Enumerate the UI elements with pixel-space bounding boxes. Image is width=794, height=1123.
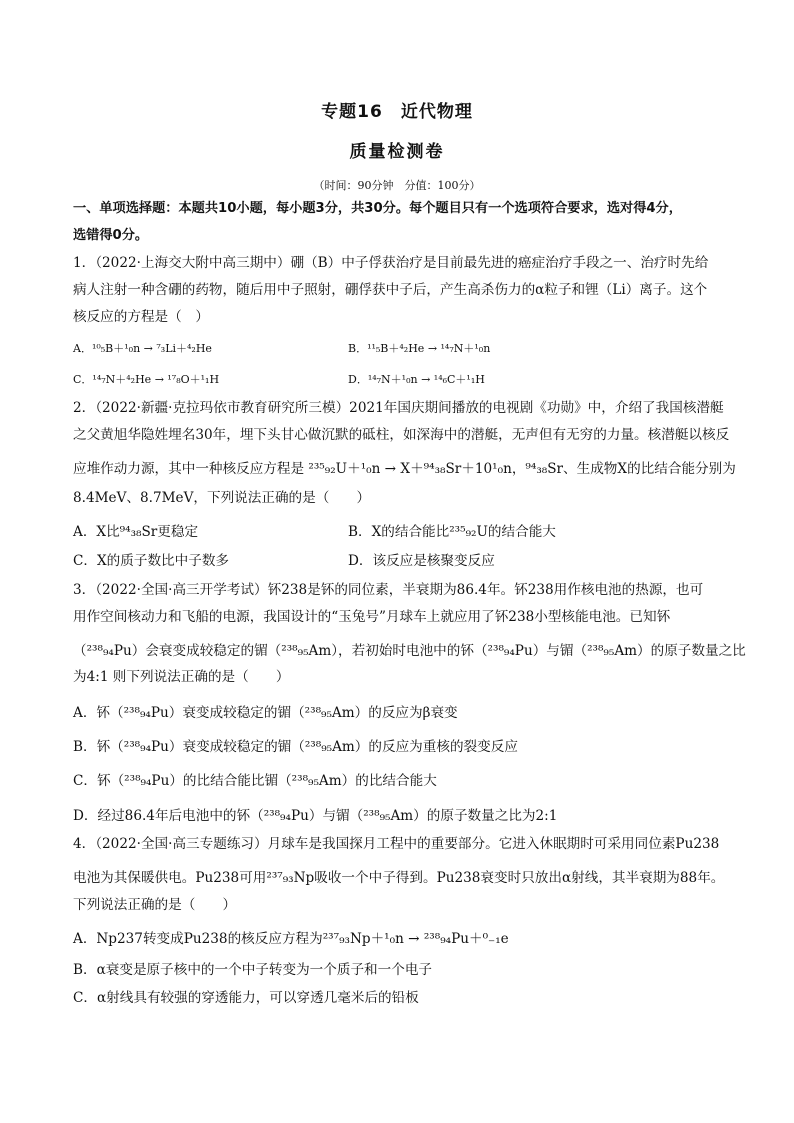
q2-line2: 之父黄旭华隐姓埋名30年，埋下头甘心做沉默的砥柱，如深海中的潜艇，无声但有无穷的力量。核潜艇以核反 <box>73 427 730 443</box>
q4-line3: 下列说法正确的是（ ） <box>73 897 237 913</box>
q1-option-b: B．¹¹₅B＋⁴₂He → ¹⁴₇N＋¹₀n <box>348 342 491 355</box>
q1-option-c: C．¹⁴₇N＋⁴₂He → ¹⁷₈O＋¹₁H <box>73 373 220 386</box>
q4-option-c: C．α射线具有较强的穿透能力，可以穿透几毫米后的铅板 <box>73 990 419 1006</box>
q3-line1: 3．（2022·全国·高三开学考试）钚238是钚的同位素，半衰期为86.4年。钚238用作核电池的热源，也可 <box>73 582 704 598</box>
q3-option-b: B．钚（²³⁸₉₄Pu）衰变成较稳定的镅（²³⁸₉₅Am）的反应为重核的裂变反应 <box>73 739 518 755</box>
q4-option-a: A．Np237转变成Pu238的核反应方程为²³⁷₉₃Np＋¹₀n → ²³⁸₉₄Pu＋⁰₋₁e <box>73 931 509 947</box>
q3-option-a: A．钚（²³⁸₉₄Pu）衰变成较稳定的镅（²³⁸₉₅Am）的反应为β衰变 <box>73 705 458 721</box>
q2-option-c: C．X的质子数比中子数多 <box>73 553 230 569</box>
q1-line3: 核反应的方程是（ ） <box>73 309 209 325</box>
q3-option-d: D．经过86.4年后电池中的钚（²³⁸₉₄Pu）与镅（²³⁸₉₅Am）的原子数量之比为2:1 <box>73 808 558 824</box>
q4-line1: 4．（2022·全国·高三专题练习）月球车是我国探月工程中的重要部分。它进入休眠期时可采用同位素Pu238 <box>73 836 720 852</box>
q2-line1: 2．（2022·新疆·克拉玛依市教育研究所三模）2021年国庆期间播放的电视剧《功勋》中，介绍了我国核潜艇 <box>73 400 724 416</box>
q4-option-b: B．α衰变是原子核中的一个中子转变为一个质子和一个电子 <box>73 962 433 978</box>
q2-option-a: A．X比⁹⁴₃₈Sr更稳定 <box>73 524 199 540</box>
q4-line2: 电池为其保暖供电。Pu238可用²³⁷₉₃Np吸收一个中子得到。Pu238衰变时只放出α射线，其半衰期为88年。 <box>73 870 725 886</box>
section-heading-line1: 一、单项选择题：本题共10小题，每小题3分，共30分。每个题目只有一个选项符合要求，选对得4分， <box>73 201 682 216</box>
q1-line2: 病人注射一种含硼的药物，随后用中子照射，硼俘获中子后，产生高杀伤力的α粒子和锂（Li）离子。这个 <box>73 282 708 298</box>
q2-line4: 8.4MeV、8.7MeV，下列说法正确的是（ ） <box>73 490 371 506</box>
q3-line2: 用作空间核动力和飞船的电源，我国设计的“玉兔号”月球车上就应用了钚238小型核能电池。已知钚 <box>73 609 671 625</box>
q3-line3: （²³⁸₉₄Pu）会衰变成较稳定的镅（²³⁸₉₅Am），若初始时电池中的钚（²³⁸₉₄Pu）与镅（²³⁸₉₅Am）的原子数量之比 <box>73 643 746 659</box>
q1-option-d: D．¹⁴₇N＋¹₀n → ¹⁴₆C＋¹₁H <box>348 373 485 386</box>
document-subtitle: 质量检测卷 <box>349 142 445 162</box>
q2-option-b: B．X的结合能比²³⁵₉₂U的结合能大 <box>348 524 556 540</box>
q3-option-c: C．钚（²³⁸₉₄Pu）的比结合能比镅（²³⁸₉₅Am）的比结合能大 <box>73 773 437 789</box>
section-heading-line2: 选错得0分。 <box>73 228 149 243</box>
document-title: 专题16 近代物理 <box>321 102 473 122</box>
q2-line3: 应堆作动力源，其中一种核反应方程是 ²³⁵₉₂U＋¹₀n → X＋⁹⁴₃₈Sr＋10¹₀n，⁹⁴₃₈Sr、生成物X的比结合能分别为 <box>73 461 736 477</box>
q1-option-a: A．¹⁰₅B＋¹₀n → ⁷₃Li＋⁴₂He <box>73 342 212 355</box>
q2-option-d: D．该反应是核聚变反应 <box>348 553 495 569</box>
exam-meta: （时间：90分钟 分值：100分） <box>313 179 481 192</box>
q1-line1: 1．（2022·上海交大附中高三期中）硼（B）中子俘获治疗是目前最先进的癌症治疗手段之一、治疗时先给 <box>73 255 709 271</box>
q3-line4: 为4:1 则下列说法正确的是（ ） <box>73 669 290 685</box>
